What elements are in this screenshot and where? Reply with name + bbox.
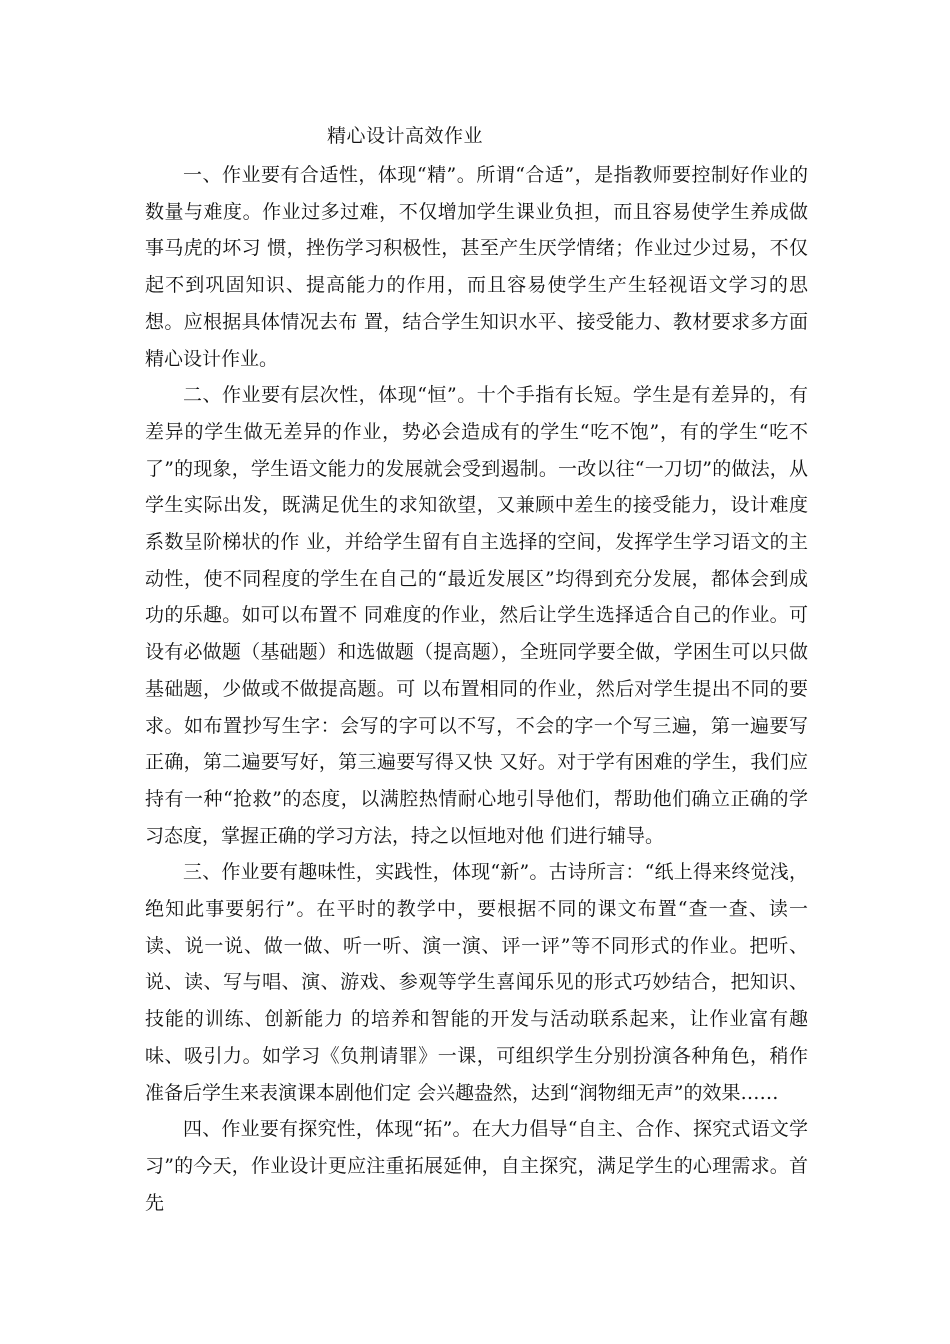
paragraph-2: 二、作业要有层次性，体现“恒”。十个手指有长短。学生是有差异的，有差异的学生做无差异的作业，势必会造成有的学生“吃不饱”，有的学生“吃不了”的现象，学生语文能力的发展就会受到遏制。一改以往“一刀切”的做法，从学生实际出发，既满足优生的求知欲望，又兼顾中差生的接受能力，设计难度系数呈阶梯状的作 业，并给学生留有自主选择的空间，发挥学生学习语文的主动性，使不同程度的学生在自己的“最近发展区”均得到充分发展，都体会到成功的乐趣。如可以布置不 同难度的作业，然后让学生选择适合自己的作业。可设有必做题（基础题）和选做题（提高题），全班同学要全做，学困生可以只做基础题，少做或不做提高题。可 以布置相同的作业，然后对学生提出不同的要求。如布置抄写生字：会写的字可以不写，不会的字一个写三遍，第一遍要写正确，第二遍要写好，第三遍要写得又快 又好。对于学有困难的学生，我们应持有一种“抢救”的态度，以满腔热情耐心地引导他们，帮助他们确立正确的学习态度，掌握正确的学习方法，持之以恒地对他 们进行辅导。 (145, 384, 808, 847)
document-body (145, 157, 808, 1221)
paragraph-4: 四、作业要有探究性，体现“拓”。在大力倡导“自主、合作、探究式语文学习”的今天，作业设计更应注重拓展延伸，自主探究，满足学生的心理需求。首先 (145, 1118, 808, 1214)
paragraph-1: 一、作业要有合适性，体现“精”。所谓“合适”，是指教师要控制好作业的数量与难度。作业过多过难，不仅增加学生课业负担，而且容易使学生养成做事马虎的坏习 惯，挫伤学习积极性，甚至产生厌学情绪；作业过少过易，不仅起不到巩固知识、提高能力的作用，而且容易使学生产生轻视语文学习的思想。应根据具体情况去布 置，结合学生知识水平、接受能力、教材要求多方面精心设计作业。 (145, 164, 808, 370)
paragraph-3: 三、作业要有趣味性，实践性，体现“新”。古诗所言：“纸上得来终觉浅，绝知此事要躬行”。在平时的教学中，要根据不同的课文布置“查一查、读一读、说一说、做一做、听一听、演一演、评一评”等不同形式的作业。把听、说、读、写与唱、演、游戏、参观等学生喜闻乐见的形式巧妙结合，把知识、技能的训练、创新能力 的培养和智能的开发与活动联系起来，让作业富有趣味、吸引力。如学习《负荆请罪》一课，可组织学生分别扮演各种角色，稍作准备后学生来表演课本剧他们定 会兴趣盎然，达到“润物细无声”的效果…… (145, 861, 808, 1104)
document-title: 精心设计高效作业 (326, 125, 483, 147)
